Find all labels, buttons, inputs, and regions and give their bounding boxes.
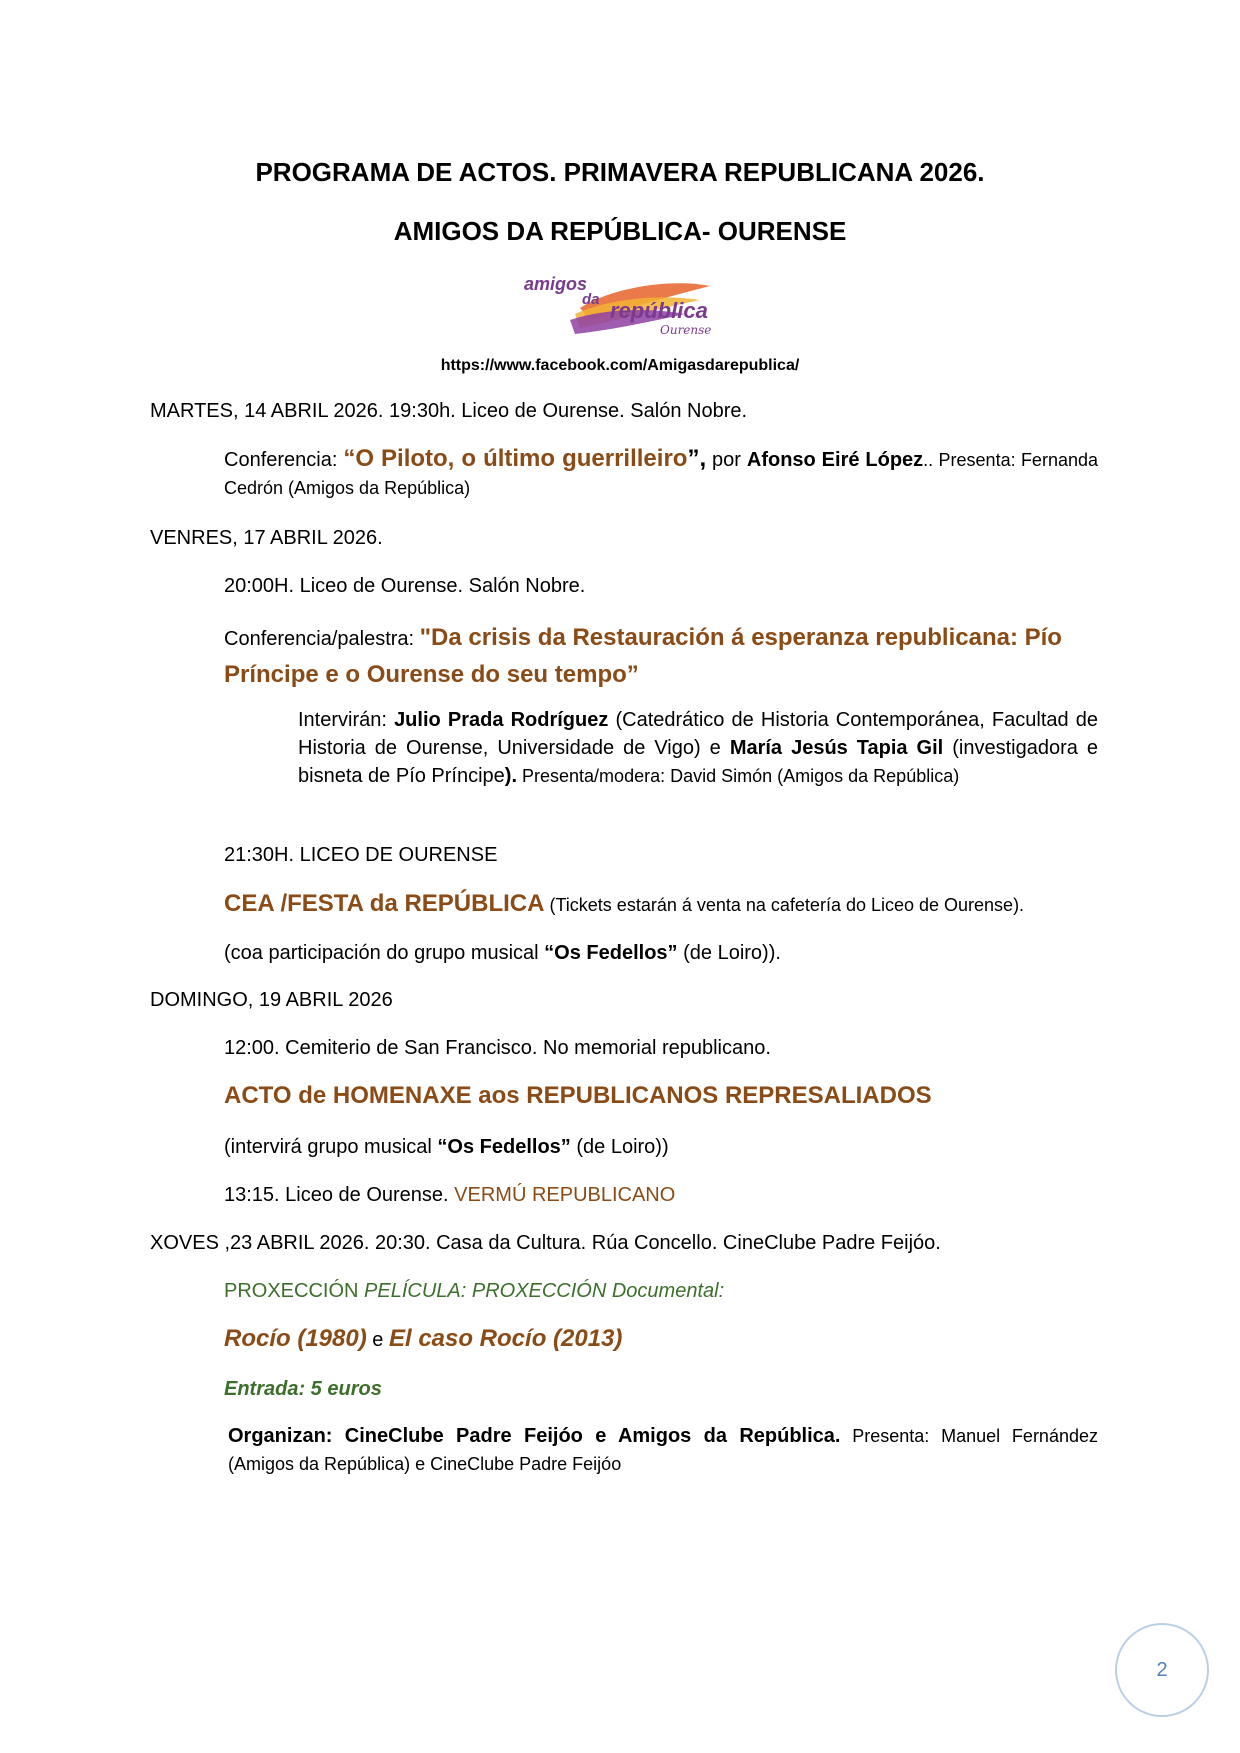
projection-label: PROXECCIÓN (224, 1280, 359, 1302)
event-thursday-organizers (224, 1422, 1098, 1478)
logo-text-amigos: amigos (524, 274, 588, 294)
event-friday-heading: VENRES, 17 ABRIL 2026. (150, 527, 383, 549)
event-friday-speakers (298, 706, 1098, 790)
music-group-sunday: “Os Fedellos” (437, 1136, 571, 1158)
organizers-text: Organizan: CineClube Padre Feijóo e Amigos da República. (228, 1425, 841, 1447)
presenter-text: .. Presenta: Fernanda Cedrón (Amigos da República) (224, 450, 1098, 498)
event-thursday-entry: Entrada: 5 euros (224, 1378, 382, 1400)
label-conference-talk: Conferencia/palestra: (224, 628, 420, 650)
logo-text-ourense: Ourense (660, 323, 712, 337)
film-rocio-1980: Rocío (1980) (224, 1325, 367, 1352)
event-friday-time: 20:00H. Liceo de Ourense. Salón Nobre. (224, 575, 586, 597)
moderator-text: Presenta/modera: David Simón (Amigos da República) (517, 766, 960, 786)
event-friday-talk (224, 620, 1098, 694)
quote-close: ”, (687, 445, 707, 472)
event-sunday-vermouth (224, 1181, 675, 1209)
event-thursday-heading: XOVES ,23 ABRIL 2026. 20:30. Casa da Cultura. Rúa Concello. CineClube Padre Feijóo. (150, 1232, 941, 1254)
label-conference: Conferencia: (224, 449, 344, 471)
speaker-julio: Julio Prada Rodríguez (394, 709, 609, 731)
event-sunday-music (224, 1133, 669, 1161)
speaker-maria-close: ). (504, 765, 518, 787)
page-title: PROGRAMA DE ACTOS. PRIMAVERA REPUBLICANA 2026. (255, 157, 985, 187)
event-friday-music (224, 939, 781, 967)
page-number: 2 (1115, 1623, 1209, 1717)
page-subtitle: AMIGOS DA REPÚBLICA- OURENSE (393, 216, 847, 246)
music-post: (de Loiro)). (677, 942, 781, 964)
event-thursday-films (224, 1325, 622, 1354)
event-sunday-act-title: ACTO de HOMENAXE aos REPUBLICANOS REPRESALIADOS (224, 1082, 932, 1109)
vermouth-time: 13:15. Liceo de Ourense. (224, 1184, 455, 1206)
logo-text-republica: república (610, 298, 708, 323)
speaker-maria: María Jesús Tapia Gil (729, 737, 944, 759)
thursday-presenter: Presenta: Manuel Fernández (Amigos da República) e CineClube Padre Feijóo (228, 1426, 1098, 1474)
text-por: por (706, 449, 747, 471)
projection-film: PELÍCULA: PROXECCIÓN Documental: (358, 1280, 725, 1302)
music-pre: (coa participación do grupo musical (224, 942, 545, 964)
event-sunday-time: 12:00. Cemiterio de San Francisco. No memorial republicano. (224, 1037, 771, 1059)
film-el-caso-rocio: El caso Rocío (2013) (388, 1325, 623, 1352)
music-group: “Os Fedellos” (544, 942, 678, 964)
vermouth-title: VERMÚ REPUBLICANO (454, 1184, 676, 1206)
amigos-da-republica-logo (520, 268, 730, 340)
event-friday-dinner (224, 890, 1024, 919)
facebook-url: https://www.facebook.com/Amigasdarepublica/ (440, 357, 800, 374)
event-friday-dinner-time: 21:30H. LICEO DE OURENSE (224, 844, 498, 866)
event-thursday-projection (224, 1277, 724, 1305)
music-post-sunday: (de Loiro)) (570, 1136, 669, 1158)
event-sunday-heading: DOMINGO, 19 ABRIL 2026 (150, 989, 393, 1011)
logo-text-da: da (582, 291, 600, 308)
music-pre-sunday: (intervirá grupo musical (224, 1136, 438, 1158)
quote-open: “ (343, 445, 356, 472)
event-tuesday-heading: MARTES, 14 ABRIL 2026. 19:30h. Liceo de Ourense. Salón Nobre. (150, 400, 748, 422)
talk-title-piloto: O Piloto, o último guerrilleiro (355, 445, 688, 472)
label-interviran: Intervirán: (298, 709, 395, 731)
speaker-maria-role: (investigadora e bisneta de Pío Príncipe (298, 737, 1098, 787)
dinner-note: (Tickets estarán á venta na cafetería do Liceo de Ourense). (544, 895, 1025, 915)
dinner-title: CEA /FESTA da REPÚBLICA (224, 890, 545, 917)
event-tuesday-description (224, 445, 1098, 502)
speaker-afonso: Afonso Eiré López (746, 449, 924, 471)
speaker-julio-role: (Catedrático de Historia Contemporánea, Facultad de Historia de Ourense, Universidade de Vigo) e (298, 709, 1098, 759)
film-and: e (366, 1329, 389, 1351)
talk-title-restauracion: "Da crisis da Restauración á esperanza republicana: Pío Príncipe e o Ourense do seu tempo” (224, 624, 1062, 688)
